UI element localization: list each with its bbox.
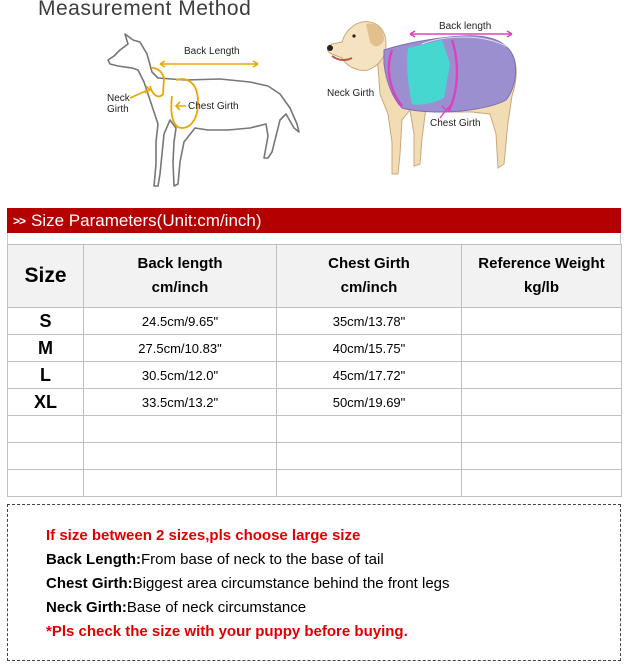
- back-length-cell: [84, 416, 277, 443]
- chest-girth-cell: 35cm/13.78": [277, 308, 462, 335]
- back-length-cell: 33.5cm/13.2": [84, 389, 277, 416]
- page-title: Measurement Method: [38, 0, 252, 20]
- size-cell: L: [8, 362, 84, 389]
- girth-label: Girth: [107, 104, 129, 115]
- back-length-cell: 24.5cm/9.65": [84, 308, 277, 335]
- size-cell: [8, 443, 84, 470]
- chest-girth-description: Biggest area circumstance behind the front legs: [132, 575, 450, 592]
- chest-girth-cell: [277, 470, 462, 497]
- weight-header-line1: Reference Weight: [478, 255, 605, 272]
- back-length-label-right: Back length: [439, 21, 492, 32]
- chest-girth-term: Chest Girth:: [46, 575, 133, 592]
- weight-cell: [462, 335, 622, 362]
- neck-girth-description: Base of neck circumstance: [126, 599, 307, 616]
- chevron-right-icon: >>: [13, 214, 26, 228]
- check-size-warning: *Pls check the size with your puppy before buying.: [46, 623, 408, 640]
- table-row: [8, 389, 622, 416]
- back-length-definition: [46, 548, 620, 572]
- size-parameters-header: [7, 208, 621, 233]
- chest-girth-definition: [46, 572, 620, 596]
- neck-girth-label-right: Neck Girth: [327, 88, 375, 99]
- neck-girth-definition: [46, 596, 620, 620]
- back-length-label: Back Length: [184, 46, 240, 57]
- chest-girth-cell: 45cm/17.72": [277, 362, 462, 389]
- size-cell: [8, 416, 84, 443]
- table-row: [8, 335, 622, 362]
- weight-cell: [462, 416, 622, 443]
- table-header-row: [8, 245, 622, 308]
- weight-cell: [462, 362, 622, 389]
- size-table: [7, 244, 622, 497]
- back-length-header-line2: cm/inch: [151, 279, 209, 296]
- back-length-term: Back Length:: [46, 551, 142, 568]
- table-row: [8, 308, 622, 335]
- chest-girth-cell: [277, 416, 462, 443]
- table-row: [8, 362, 622, 389]
- size-advice-note: If size between 2 sizes,pls choose large size: [46, 527, 361, 544]
- neck-label: Neck: [107, 93, 130, 104]
- size-cell: [8, 470, 84, 497]
- section-title: Size Parameters(Unit:cm/inch): [31, 211, 262, 230]
- chest-girth-label: Chest Girth: [188, 101, 239, 112]
- chest-girth-label-right: Chest Girth: [430, 118, 481, 129]
- size-column-header: Size: [8, 245, 84, 308]
- weight-cell: [462, 389, 622, 416]
- chest-girth-header-line1: Chest Girth: [328, 255, 410, 272]
- neck-girth-term: Neck Girth:: [46, 599, 127, 616]
- back-length-column-header: [84, 245, 277, 308]
- dog-outline-diagram: [100, 24, 305, 200]
- back-length-cell: [84, 443, 277, 470]
- chest-girth-cell: 50cm/19.69": [277, 389, 462, 416]
- size-cell: M: [8, 335, 84, 362]
- weight-header-line2: kg/lb: [523, 279, 559, 296]
- back-length-cell: 30.5cm/12.0": [84, 362, 277, 389]
- chest-girth-cell: [277, 443, 462, 470]
- weight-cell: [462, 443, 622, 470]
- chest-girth-cell: 40cm/15.75": [277, 335, 462, 362]
- back-length-header-line1: Back length: [137, 255, 223, 272]
- size-cell: XL: [8, 389, 84, 416]
- dog-vest-illustration: [322, 14, 530, 186]
- dog-photo-illustration: [322, 14, 530, 186]
- size-cell: S: [8, 308, 84, 335]
- weight-cell: [462, 308, 622, 335]
- table-row: [8, 416, 622, 443]
- back-length-cell: [84, 470, 277, 497]
- back-length-description: From base of neck to the base of tail: [141, 551, 384, 568]
- back-length-cell: 27.5cm/10.83": [84, 335, 277, 362]
- weight-cell: [462, 470, 622, 497]
- table-row: [8, 470, 622, 497]
- table-row: [8, 443, 622, 470]
- chest-girth-header-line2: cm/inch: [340, 279, 398, 296]
- size-notes-box: [7, 504, 621, 661]
- reference-weight-column-header: [462, 245, 622, 308]
- chest-girth-column-header: [277, 245, 462, 308]
